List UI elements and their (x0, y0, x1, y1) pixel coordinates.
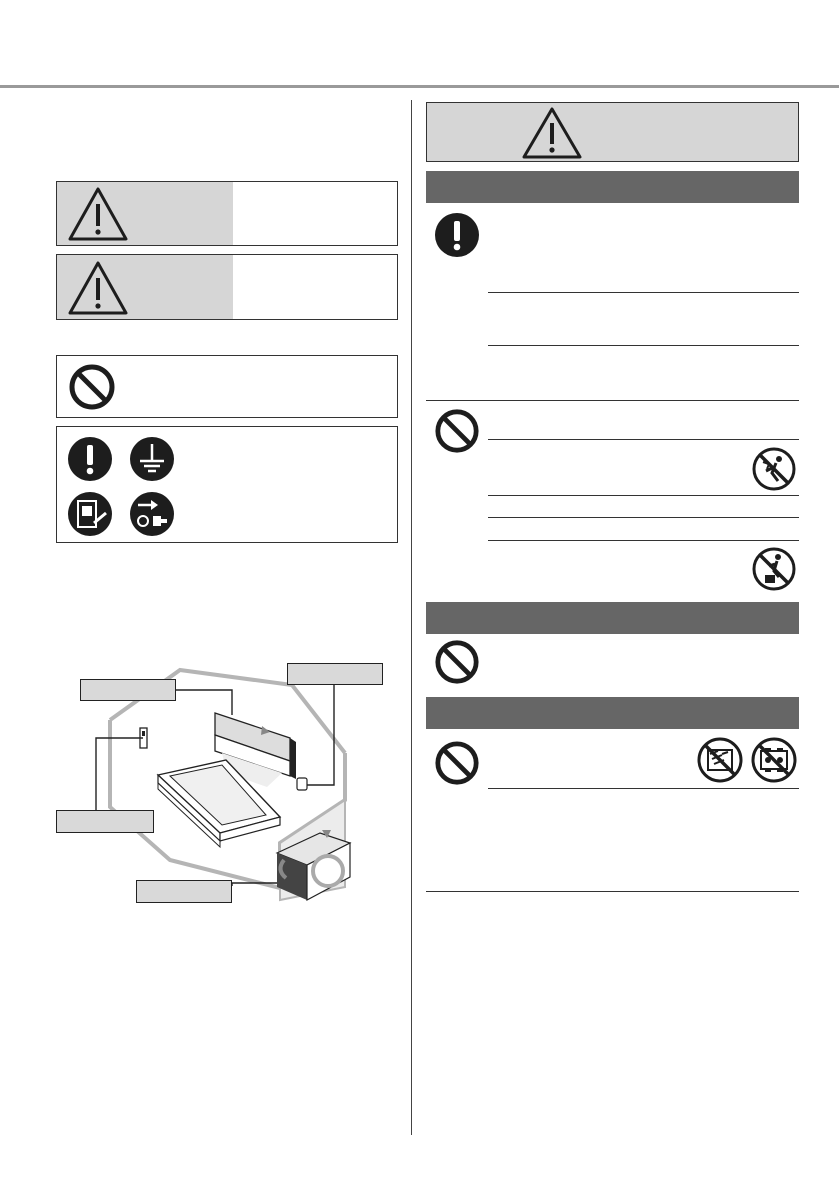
section-band-1 (426, 171, 799, 203)
installation-diagram (52, 655, 392, 910)
remote-controller-label (56, 810, 154, 833)
rule-r5 (488, 495, 799, 496)
header-rule (0, 85, 839, 88)
column-divider (411, 100, 412, 1135)
caution-triangle-icon (67, 260, 129, 316)
warning-triangle-icon (67, 186, 129, 242)
rule-r7 (488, 540, 799, 541)
prohibited-icon (434, 408, 480, 454)
indoor-unit-label (80, 679, 176, 701)
mandatory-symbol-box (56, 426, 398, 543)
outdoor-socket-label (287, 663, 383, 685)
warning-triangle-icon (521, 106, 583, 160)
section-band-2 (426, 602, 799, 634)
rule-r9 (426, 891, 799, 892)
rule-r2 (488, 345, 799, 346)
no-climbing-icon (752, 547, 796, 591)
rule-r4 (488, 439, 799, 440)
rule-r8 (488, 788, 799, 789)
mandatory-icon (434, 212, 480, 258)
no-spray-icon (697, 737, 743, 783)
rule-r1 (488, 292, 799, 293)
unplug-icon (129, 491, 175, 537)
prohibited-icon (434, 740, 480, 786)
warning-signal-box (56, 181, 398, 246)
power-socket-illustration (297, 778, 307, 790)
warning-banner (426, 102, 799, 162)
prohibited-icon (68, 363, 116, 411)
mandatory-icon (67, 436, 113, 482)
section-band-3 (426, 697, 799, 729)
earth-ground-icon (129, 436, 175, 482)
caution-signal-box (56, 254, 398, 320)
outdoor-unit-label (136, 880, 232, 903)
rule-r3 (426, 400, 799, 401)
prohibited-icon (434, 639, 480, 685)
rule-r6 (488, 517, 799, 518)
prohibited-symbol-box (56, 355, 398, 418)
no-touching-child-icon (752, 447, 796, 491)
no-obstruction-icon (751, 737, 797, 783)
breaker-switch-icon (67, 491, 113, 537)
